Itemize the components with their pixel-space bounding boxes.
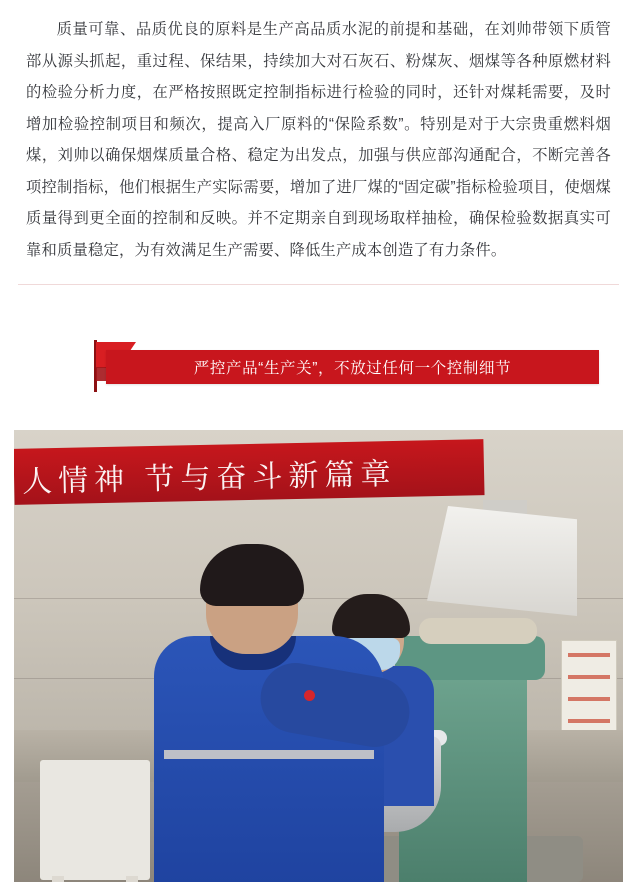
range-hood: [427, 506, 577, 616]
white-stool: [40, 760, 150, 880]
uniform-badge-icon: [304, 690, 315, 701]
photo-banner-text: 人情神 节与奋斗新篇章: [21, 457, 397, 499]
section-heading-text: 严控产品“生产关”，不放过任何一个控制细节: [193, 360, 512, 377]
section-heading-banner: [106, 350, 599, 384]
photo-figure: [14, 430, 623, 882]
photo-image: [14, 430, 623, 882]
article-body: [0, 0, 637, 266]
section-heading: [16, 346, 621, 390]
mixer-top-cover: [419, 618, 537, 644]
article-paragraph: 质量可靠、品质优良的原料是生产高品质水泥的前提和基础，在刘帅带领下质管部从源头抓起，重过程、保结果，持续加大对石灰石、粉煤灰、烟煤等各种原燃材料的检验分析力度，在严格按照既定控制指标进行检验的同时，还针对煤耗需要，及时增加检验控制项目和频次，提高入厂原料的“保险系数”。特别是对于大宗贵重燃料烟煤，刘帅以确保烟煤质量合格、稳定为出发点，加强与供应部沟通配合，不断完善各项控制指标，他们根据生产实际需要，增加了进厂煤的“固定碳”指标检验项目，使烟煤质量得到更全面的控制和反映。并不定期亲自到现场取样抽检，确保检验数据真实可靠和质量稳定，为有效满足生产需要、降低生产成本创造了有力条件。: [26, 21, 611, 259]
worker-primary: [154, 550, 384, 882]
section-divider: [0, 284, 637, 340]
photo-red-banner: [14, 439, 485, 505]
